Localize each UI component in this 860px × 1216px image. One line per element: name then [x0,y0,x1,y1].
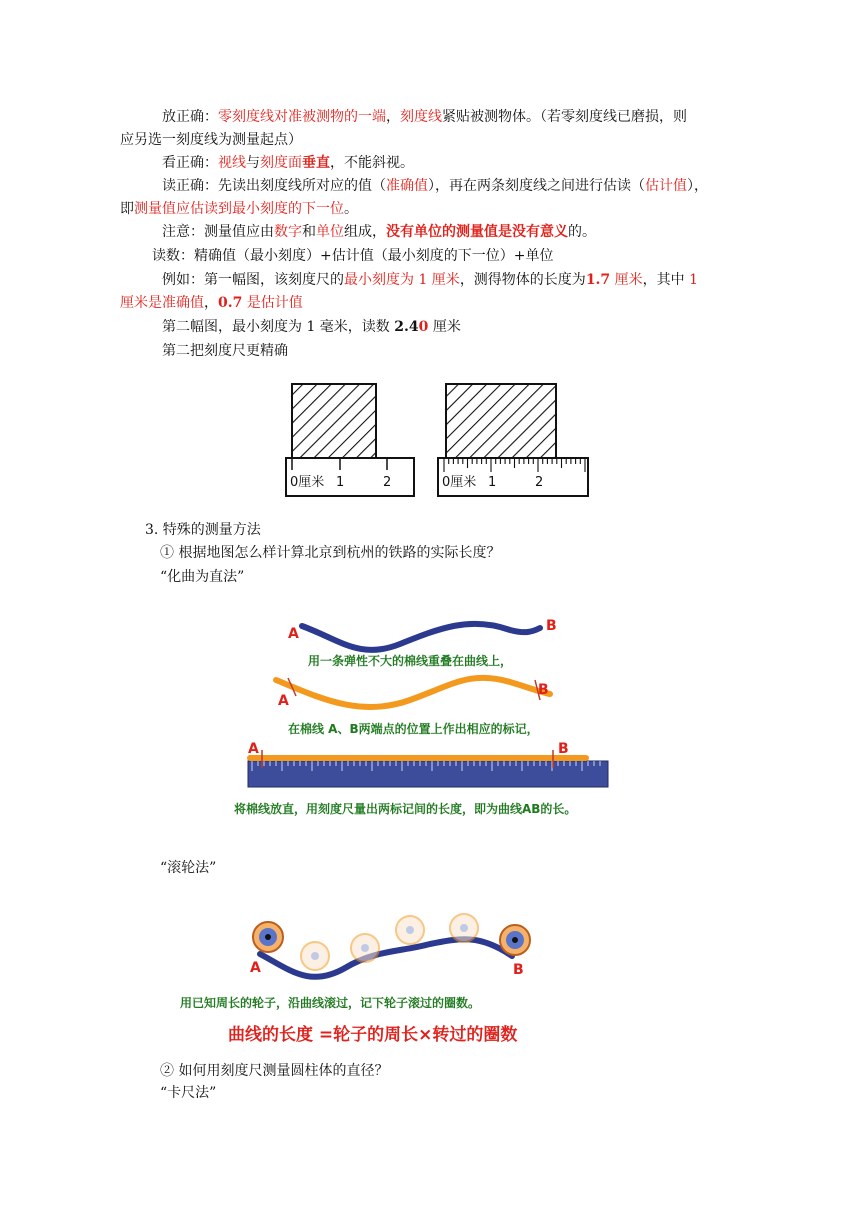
wheel-faded-4-hub [460,924,468,932]
text-value-0-7: 0.7 [218,295,243,311]
para-second-more-precise: 第二把刻度尺更精确 [162,343,288,359]
text-zero-line: 零刻度线对准被测物的一端 [218,109,386,125]
para-note [162,221,596,243]
text-read-to-next-digit: 测量值应估读到最小刻度的下一位 [134,201,344,217]
label-viewing: 看正确： [162,155,218,171]
ruler-right-zero-label: 0厘米 [442,475,477,490]
text-cm: 厘米 [610,272,643,288]
method-caliper: “卡尺法” [160,1085,217,1101]
text-estimate-part: 是估计值 [242,295,303,311]
text-reading-2: ），再在两条刻度线之间进行估读（ [428,178,645,194]
curve-wheel-path [260,939,512,977]
text-no-slant: ，不能斜视。 [330,155,414,171]
text-scale-line: 刻度线 [400,109,442,125]
text-placement-rest: 紧贴被测物体。（若零刻度线已磨损，则 [442,109,687,125]
fig3-label-b: B [513,962,524,978]
curve-ab [302,624,540,650]
ruler-right-one-label: 1 [488,475,497,490]
fig3-caption-1: 用已知周长的轮子，沿曲线滚过，记下轮子滚过的圈数。 [180,996,481,1010]
thread-over-curve [276,678,550,707]
method-curve-to-straight: “化曲为直法” [160,569,245,585]
para-viewing [162,152,414,174]
text-value-1-7: 1.7 [585,272,611,288]
para-second-figure [162,316,461,338]
text-one: 1 [684,272,698,288]
para-placement [162,106,687,128]
label-placement: 放正确： [162,109,218,125]
fig2-caption-1: 用一条弹性不大的棉线重叠在曲线上， [308,654,513,668]
figure-curve-to-straight [234,608,640,823]
wheel-faded-2-hub [361,944,369,952]
para-example-cont [120,292,303,314]
wheel-start-hub [265,934,271,940]
text-reading-1: 读正确：先读出刻度线所对应的值（ [162,178,386,194]
fig2-label-a-mid: A [278,693,289,709]
text-number: 数字 [274,224,302,240]
block-left [292,384,376,458]
text-estimate-value: 估计值 [645,178,687,194]
ruler-left-two-label: 2 [383,475,392,490]
fig2-caption-2: 在棉线 A、B两端点的位置上作出相应的标记， [288,722,539,736]
wheel-faded-1-hub [311,952,319,960]
text-cm-2: 厘米 [428,319,461,335]
text-estimated-digit: 0 [418,319,429,335]
method-rolling-wheel: “滚轮法” [160,860,217,876]
fig2-label-b-top: B [546,618,557,634]
text-value-2-4: 2.4 [394,319,419,335]
para-placement-cont: 应另选一刻度线为测量起点） [120,132,302,148]
para-reading-formula: 读数：精确值（最小刻度）+估计值（最小刻度的下一位）+单位 [152,248,554,264]
wheel-end-hub [512,937,518,943]
fig2-caption-3: 将棉线放直，用刻度尺量出两标记间的长度，即为曲线AB的长。 [234,802,577,816]
text-second-1: 第二幅图，最小刻度为 1 毫米，读数 [162,319,395,335]
fig3-label-a: A [250,960,261,976]
ruler-left-zero-label: 0厘米 [290,475,325,490]
text-and-2: 和 [302,224,316,240]
text-no-unit-meaningless: 没有单位的测量值是没有意义 [386,224,568,240]
para-reading [162,175,708,197]
question-1: ① 根据地图怎么样计算北京到杭州的铁路的实际长度？ [160,545,501,561]
fig3-caption-formula: 曲线的长度 =轮子的周长×转过的圈数 [228,1025,518,1045]
text-note-1: 注意：测量值应由 [162,224,274,240]
comma: ， [386,109,400,125]
fig2-label-b-mid: B [538,682,549,698]
text-example-1: 例如：第一幅图，该刻度尺的 [162,272,344,288]
text-exact-part: 厘米是准确值 [120,295,204,311]
ruler-right-two-label: 2 [535,475,544,490]
text-reading-3: ）， [687,178,708,194]
text-and: 与 [246,155,260,171]
comma-2: ， [204,295,218,311]
text-example-2: ，测得物体的长度为 [459,272,586,288]
period: 。 [344,201,358,217]
text-scale-face: 刻度面 [260,155,302,171]
ruler-left-one-label: 1 [336,475,345,490]
figure-rolling-wheel [170,910,580,1050]
text-perpendicular: 垂直 [302,155,330,171]
text-sightline: 视线 [218,155,246,171]
text-compose: 组成， [344,224,386,240]
wheel-faded-3-hub [406,926,414,934]
fig2-label-a-top: A [288,626,299,642]
figure-rulers [280,378,600,500]
text-among: ，其中 [642,272,685,288]
text-ji: 即 [120,201,134,217]
ruler-straight [248,761,608,787]
question-2: ② 如何用刻度尺测量圆柱体的直径？ [160,1063,389,1079]
text-exact-value: 准确值 [386,178,428,194]
fig2-label-b-bottom: B [558,741,569,757]
block-right [446,384,556,458]
para-example [162,269,698,291]
text-unit: 单位 [316,224,344,240]
fig2-label-a-bottom: A [248,741,259,757]
section-title: 3. 特殊的测量方法 [145,522,261,538]
para-reading-cont [120,198,358,220]
text-min-scale: 最小刻度为 1 厘米 [344,272,460,288]
text-note-end: 的。 [568,224,596,240]
